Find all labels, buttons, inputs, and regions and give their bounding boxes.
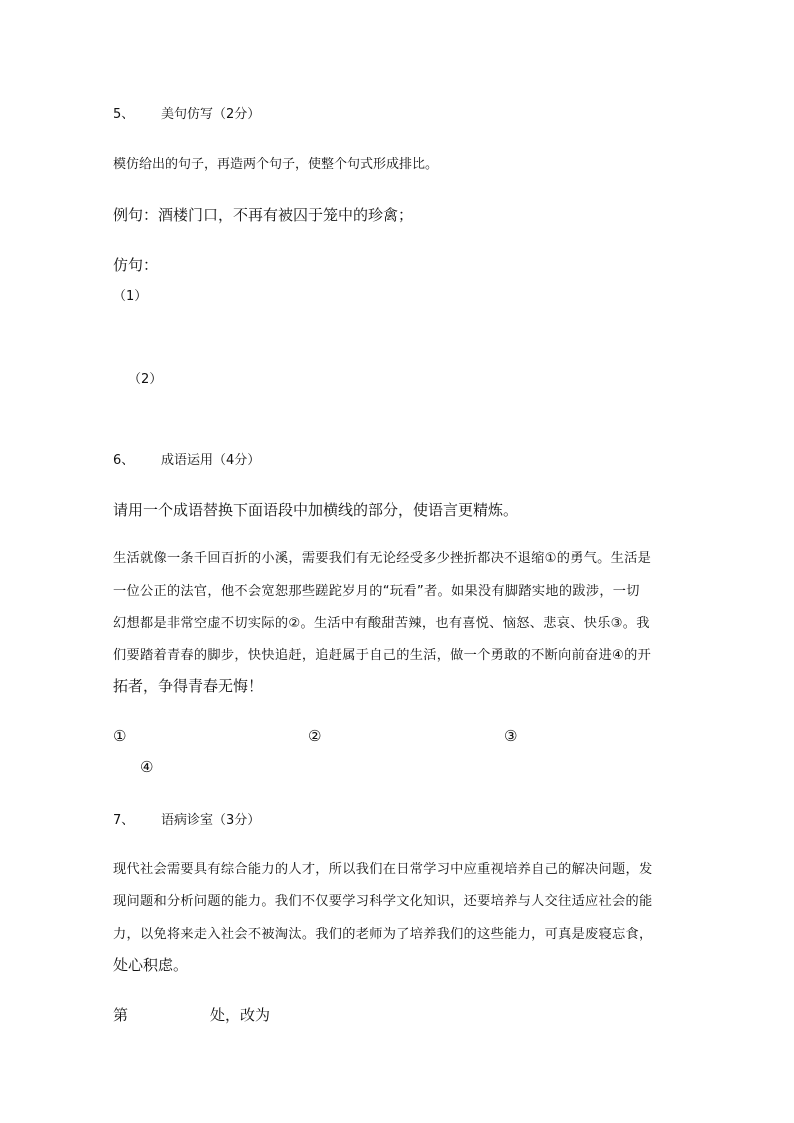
q5-blank-2: （2） — [128, 372, 163, 387]
q6-title: 成语运用（4分） — [161, 453, 261, 468]
q6-passage-line: 幻想都是非常空虚不切实际的②。生活中有酸甜苦辣，也有喜悦、恼怒、悲哀、快乐③。我 — [113, 616, 650, 631]
q7-passage-line: 处心积虑。 — [113, 956, 189, 974]
q5-blank-1: （1） — [113, 289, 148, 304]
q6-passage-line: 们要踏着青春的脚步，快快追赶，追赶属于自己的生活，做一个勇敢的不断向前奋进④的开 — [113, 648, 652, 663]
q5-heading — [113, 103, 260, 122]
q6-answer-marker-1: ① — [113, 727, 127, 745]
q6-passage-line: 一位公正的法官，他不会宽恕那些蹉跎岁月的“玩看”者。如果没有脚踏实地的跋涉，一切 — [113, 584, 640, 599]
q6-number: 6、 — [113, 453, 135, 468]
q6-answer-marker-4: ④ — [140, 758, 154, 776]
q6-answer-marker-3: ③ — [504, 727, 518, 745]
q7-passage-line: 现问题和分析问题的能力。我们不仅要学习科学文化知识，还要培养与人交往适应社会的能 — [113, 894, 653, 909]
q7-title: 语病诊室（3分） — [161, 813, 261, 828]
q7-answer-middle: 处，改为 — [210, 1006, 271, 1024]
q7-heading — [113, 809, 260, 828]
q5-instruction: 模仿给出的句子，再造两个句子，使整个句式形成排比。 — [113, 157, 439, 172]
q5-example: 例句：酒楼门口，不再有被囚于笼中的珍禽； — [113, 206, 414, 224]
q6-heading — [113, 449, 260, 468]
q7-passage-line: 力，以免将来走入社会不被淘汰。我们的老师为了培养我们的这些能力，可真是废寝忘食， — [113, 927, 653, 942]
q7-answer-prefix: 第 — [113, 1006, 129, 1024]
q5-imitation-label: 仿句： — [113, 256, 159, 274]
q6-passage-line: 生活就像一条千回百折的小溪，需要我们有无论经受多少挫折都决不退缩①的勇气。生活是 — [113, 551, 652, 566]
q6-instruction: 请用一个成语替换下面语段中加横线的部分，使语言更精炼。 — [113, 501, 519, 519]
q5-number: 5、 — [113, 107, 135, 122]
q7-passage-line: 现代社会需要具有综合能力的人才，所以我们在日常学习中应重视培养自己的解决问题，发 — [113, 862, 653, 877]
q6-answer-marker-2: ② — [308, 727, 322, 745]
q7-number: 7、 — [113, 813, 135, 828]
q5-title: 美句仿写（2分） — [161, 107, 261, 122]
q6-passage-line: 拓者，争得青春无悔！ — [113, 677, 264, 695]
